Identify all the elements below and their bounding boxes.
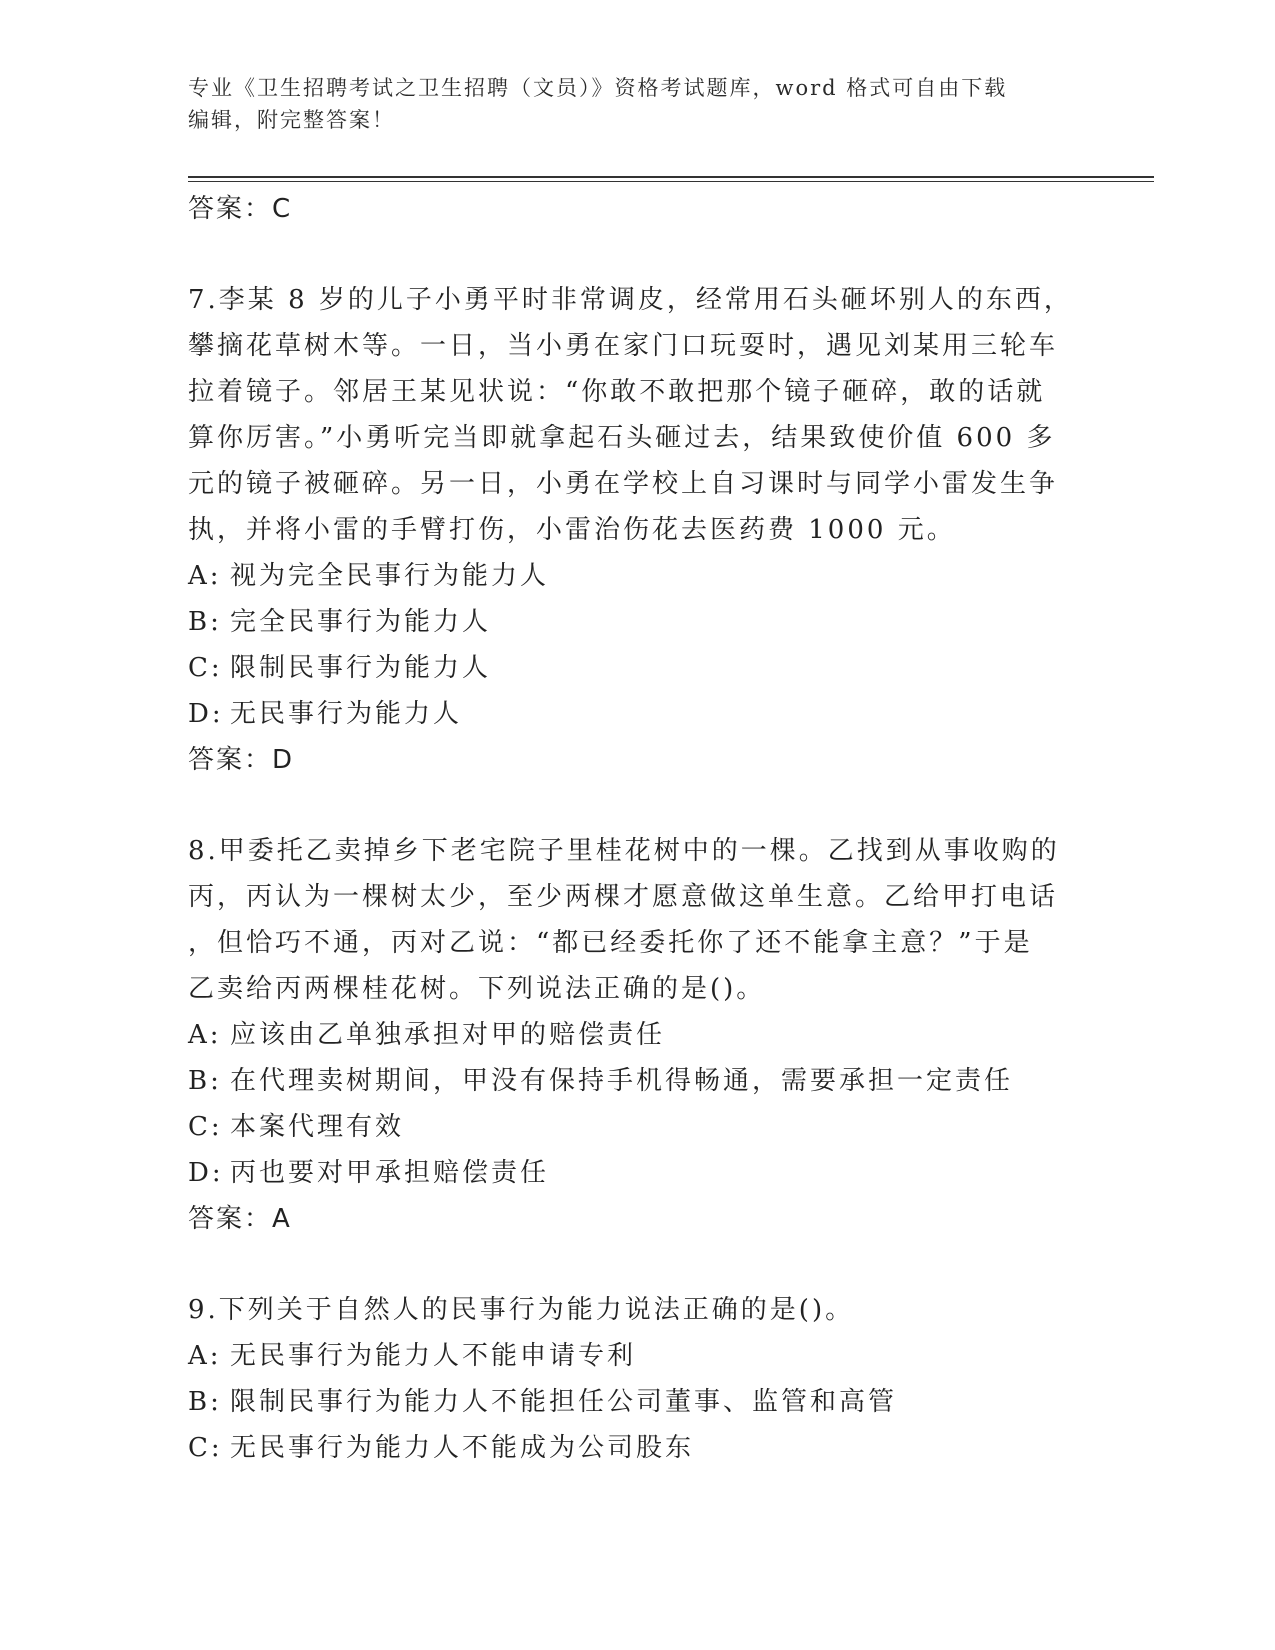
option-text: 无民事行为能力人	[230, 699, 463, 729]
header-divider	[188, 176, 1154, 182]
document-body	[188, 186, 1073, 1471]
question-text-line: 7.李某 8 岁的儿子小勇平时非常调皮，经常用石头砸坏别人的东西，	[188, 285, 1073, 315]
option-letter: B:	[188, 1066, 222, 1096]
question-text-line: 执，并将小雷的手臂打伤，小雷治伤花去医药费 1000 元。	[188, 515, 956, 545]
option-text: 限制民事行为能力人	[230, 653, 492, 683]
spacer	[188, 1242, 1068, 1287]
option-d	[188, 691, 1068, 737]
option-text: 视为完全民事行为能力人	[230, 561, 550, 591]
question-text-line: 乙卖给丙两棵桂花树。下列说法正确的是()。	[188, 974, 766, 1004]
question-text-line: 攀摘花草树木等。一日，当小勇在家门口玩耍时，遇见刘某用三轮车	[188, 331, 1059, 361]
question-8	[188, 828, 1068, 1242]
option-letter: B:	[188, 607, 222, 637]
option-letter: A:	[188, 1341, 222, 1371]
option-letter: D:	[188, 1158, 224, 1188]
question-text-line: 8.甲委托乙卖掉乡下老宅院子里桂花树中的一棵。乙找到从事收购的	[188, 836, 1060, 866]
option-letter: C:	[188, 653, 223, 683]
option-letter: A:	[188, 561, 222, 591]
option-letter: D:	[188, 699, 224, 729]
question-text-line: 元的镜子被砸碎。另一日，小勇在学校上自习课时与同学小雷发生争	[188, 469, 1059, 499]
question-text-line: 丙，丙认为一棵树太少，至少两棵才愿意做这单生意。乙给甲打电话	[188, 882, 1059, 912]
option-letter: C:	[188, 1433, 223, 1463]
option-text: 限制民事行为能力人不能担任公司董事、监管和高管	[230, 1387, 898, 1417]
header-line-2: 编辑，附完整答案！	[188, 108, 395, 132]
option-c	[188, 1425, 1068, 1471]
option-text: 应该由乙单独承担对甲的赔偿责任	[230, 1020, 666, 1050]
question-text-line: ，但恰巧不通，丙对乙说：“都已经委托你了还不能拿主意？”于是	[188, 928, 1033, 958]
option-b	[188, 1058, 1068, 1104]
question-9	[188, 1287, 1068, 1471]
option-a	[188, 553, 1068, 599]
question-text-line: 9.下列关于自然人的民事行为能力说法正确的是()。	[188, 1295, 855, 1325]
option-text: 在代理卖树期间，甲没有保持手机得畅通，需要承担一定责任	[230, 1066, 1014, 1096]
option-c	[188, 645, 1068, 691]
option-text: 无民事行为能力人不能申请专利	[230, 1341, 637, 1371]
option-text: 丙也要对甲承担赔偿责任	[230, 1158, 550, 1188]
option-letter: A:	[188, 1020, 222, 1050]
option-c	[188, 1104, 1068, 1150]
document-header	[188, 72, 1068, 136]
option-text: 无民事行为能力人不能成为公司股东	[230, 1433, 695, 1463]
option-text: 完全民事行为能力人	[230, 607, 492, 637]
question-7	[188, 277, 1073, 783]
option-letter: B:	[188, 1387, 222, 1417]
answer-previous-question: 答案：C	[188, 194, 293, 224]
answer-question-8: 答案：A	[188, 1204, 292, 1234]
answer-question-7: 答案：D	[188, 745, 295, 775]
question-text-line: 算你厉害。”小勇听完当即就拿起石头砸过去，结果致使价值 600 多	[188, 423, 1056, 453]
spacer	[188, 783, 1068, 828]
option-b	[188, 599, 1068, 645]
header-line-1: 专业《卫生招聘考试之卫生招聘（文员）》资格考试题库，word 格式可自由下载	[188, 76, 1008, 100]
option-a	[188, 1012, 1068, 1058]
question-text-line: 拉着镜子。邻居王某见状说：“你敢不敢把那个镜子砸碎，敢的话就	[188, 377, 1046, 407]
option-d	[188, 1150, 1068, 1196]
option-text: 本案代理有效	[230, 1112, 405, 1142]
spacer	[188, 232, 1068, 277]
option-a	[188, 1333, 1068, 1379]
option-b	[188, 1379, 1068, 1425]
option-letter: C:	[188, 1112, 223, 1142]
